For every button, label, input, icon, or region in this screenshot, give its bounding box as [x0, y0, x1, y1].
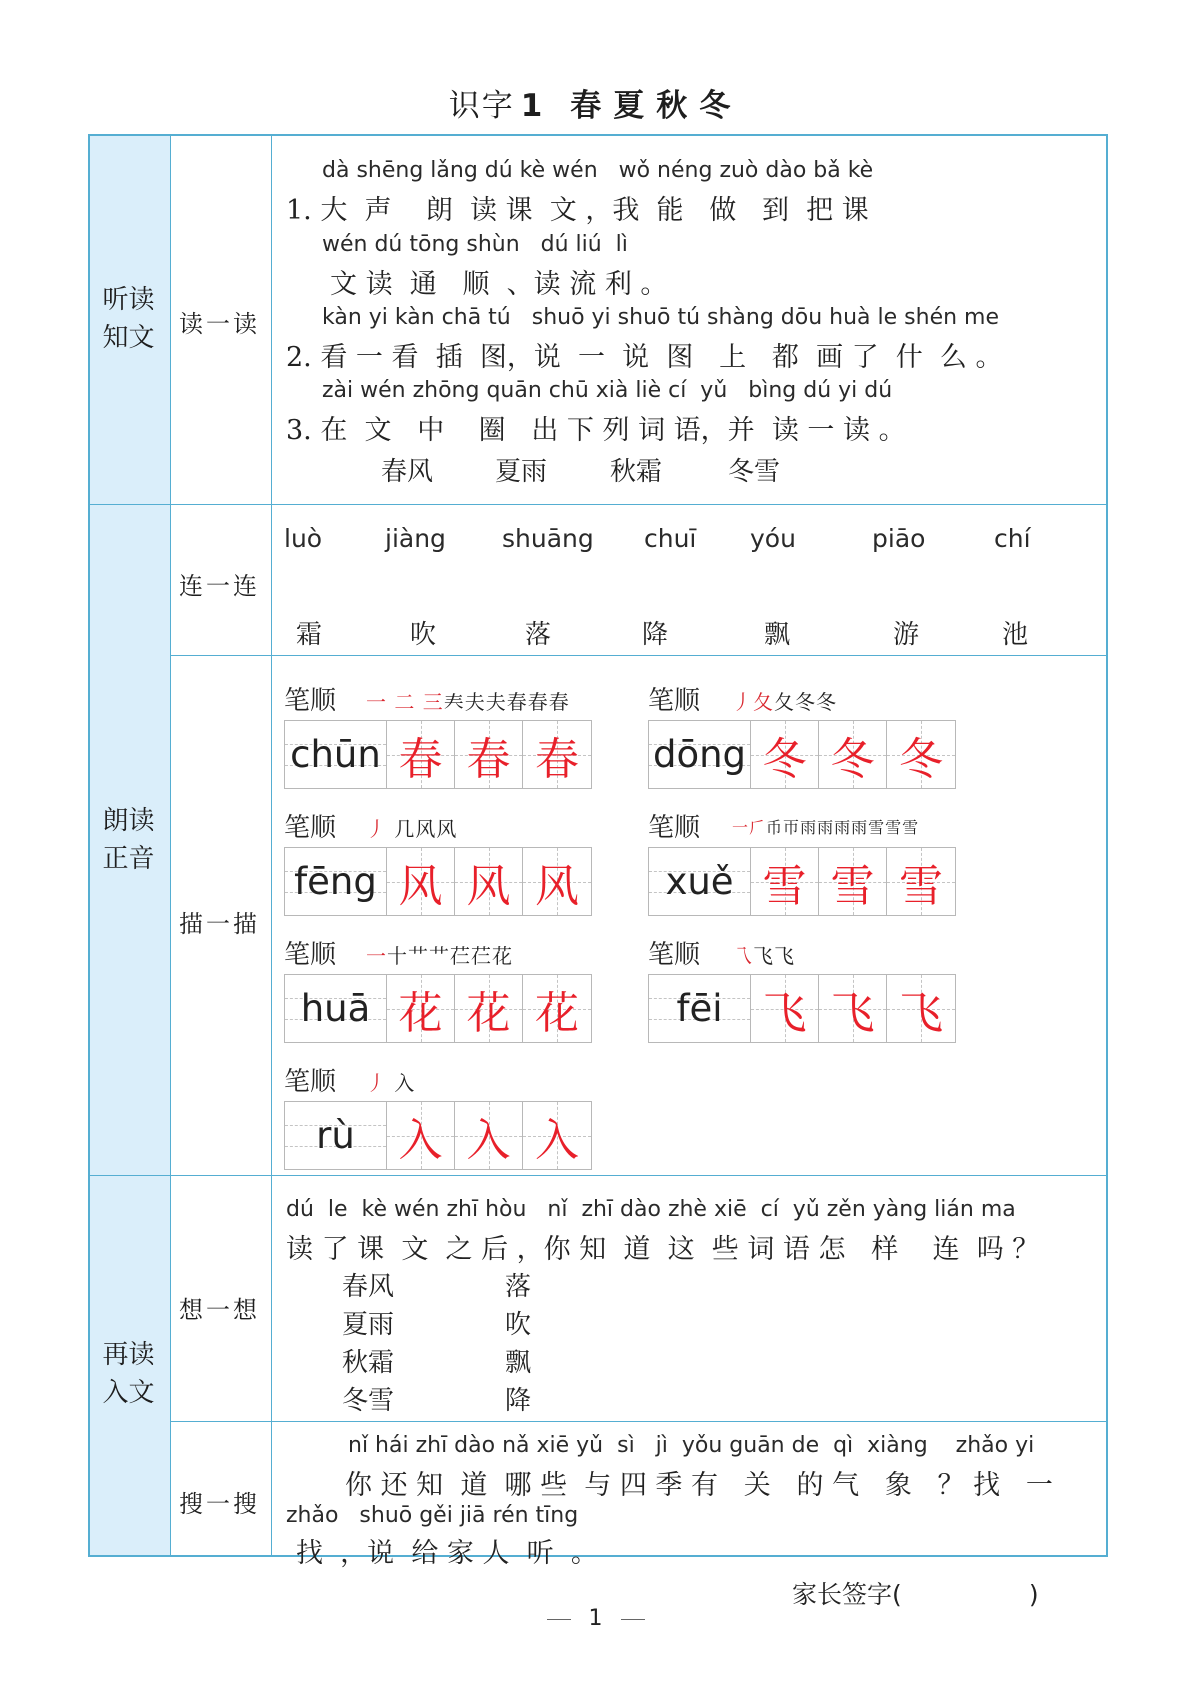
search-text-b: 找 ，说 给 家 人 听 。: [296, 1538, 598, 1569]
lesson-prefix: 识字: [448, 88, 515, 124]
pinyin-cell: fēng: [285, 848, 387, 915]
trace-cell[interactable]: 风: [387, 848, 455, 915]
think-right-word[interactable]: 飘: [505, 1348, 532, 1378]
connect-character[interactable]: 飘: [764, 620, 791, 650]
read-item1-text-a: 1. 大 声 朗 读 课 文 ，我 能 做 到 把 课: [286, 195, 869, 226]
stroke-sequence-dong: 丿夂夂冬冬: [732, 690, 837, 714]
trace-cell[interactable]: 飞: [819, 975, 887, 1042]
section-label-pronounce: 朗读 正音: [102, 806, 155, 874]
task-label-think: 想一想: [179, 1296, 260, 1324]
read-item1-pinyin-a: dà shēng lǎng dú kè wén wǒ néng zuò dào bǎ kè: [322, 158, 874, 183]
stroke-sequence-feng: 丿 几风风: [366, 817, 458, 841]
stroke-sequence-chun: 一 二 三𡗗夫夫春春春: [366, 690, 570, 714]
connect-character[interactable]: 降: [642, 620, 669, 650]
stroke-order-label: 笔顺: [284, 813, 337, 843]
connect-character[interactable]: 落: [525, 620, 552, 650]
read-item3-text: 3. 在 文 中 圈 出 下 列 词 语，并 读 一 读 。: [286, 415, 906, 446]
think-right-word[interactable]: 吹: [505, 1310, 532, 1340]
search-pinyin-b: zhǎo shuō gěi jiā rén tīng: [286, 1503, 579, 1528]
connect-pinyin[interactable]: yóu: [750, 524, 796, 553]
trace-cell[interactable]: 春: [523, 721, 591, 788]
trace-cell[interactable]: 风: [455, 848, 523, 915]
trace-cell[interactable]: 风: [523, 848, 591, 915]
search-pinyin-a: nǐ hái zhī dào nǎ xiē yǔ sì jì yǒu guān de qì xiàng zhǎo yi: [348, 1433, 1035, 1458]
trace-cell[interactable]: 入: [523, 1102, 591, 1169]
search-text-a: 你 还 知 道 哪 些 与 四 季 有 关 的 气 象 ？ 找 一: [345, 1470, 1053, 1501]
think-left-word[interactable]: 夏雨: [342, 1310, 395, 1340]
task-label-read: 读一读: [179, 310, 260, 338]
connect-character[interactable]: 吹: [410, 620, 437, 650]
pinyin-cell: rù: [285, 1102, 387, 1169]
trace-cell[interactable]: 入: [387, 1102, 455, 1169]
stroke-order-label: 笔顺: [284, 1067, 337, 1097]
writing-grid-fei: [648, 974, 956, 1043]
stroke-sequence-hua: 一十艹艹芢芢花: [366, 944, 513, 968]
trace-cell[interactable]: 雪: [887, 848, 955, 915]
task-divider: [170, 1421, 1106, 1422]
trace-cell[interactable]: 飞: [887, 975, 955, 1042]
connect-pinyin[interactable]: chí: [994, 524, 1031, 553]
read-item2-pinyin: kàn yi kàn chā tú shuō yi shuō tú shàng dōu huà le shén me: [322, 305, 1000, 330]
stroke-sequence-fei: 乁飞飞: [732, 944, 795, 968]
stroke-order-label: 笔顺: [284, 940, 337, 970]
trace-cell[interactable]: 冬: [751, 721, 819, 788]
think-left-word[interactable]: 春风: [342, 1272, 395, 1302]
writing-grid-dong: [648, 720, 956, 789]
task-label-search: 搜一搜: [179, 1490, 260, 1518]
connect-character[interactable]: 池: [1002, 620, 1029, 650]
stroke-sequence-ru: 丿 入: [366, 1071, 416, 1095]
connect-pinyin[interactable]: jiàng: [385, 524, 446, 553]
stroke-order-label: 笔顺: [648, 813, 701, 843]
read-word-1: 春风: [381, 457, 434, 487]
connect-character[interactable]: 霜: [296, 620, 323, 650]
connect-pinyin[interactable]: shuāng: [502, 524, 594, 553]
connect-pinyin[interactable]: piāo: [872, 524, 926, 553]
read-word-3: 秋霜: [610, 457, 663, 487]
connect-character[interactable]: 游: [893, 620, 920, 650]
trace-cell[interactable]: 花: [455, 975, 523, 1042]
trace-cell[interactable]: 冬: [819, 721, 887, 788]
dash-decoration: [621, 1619, 645, 1620]
column-divider: [170, 136, 171, 1555]
pinyin-cell: fēi: [649, 975, 751, 1042]
writing-grid-chun: [284, 720, 592, 789]
writing-grid-hua: [284, 974, 592, 1043]
section-divider: [90, 1175, 1106, 1176]
read-word-4: 冬雪: [728, 457, 781, 487]
think-left-word[interactable]: 冬雪: [342, 1386, 395, 1416]
trace-cell[interactable]: 春: [387, 721, 455, 788]
trace-cell[interactable]: 花: [523, 975, 591, 1042]
think-text: 读 了 课 文 之 后 ，你 知 道 这 些 词 语 怎 样 连 吗 ？: [286, 1234, 1040, 1265]
task-divider: [170, 655, 1106, 656]
think-pinyin: dú le kè wén zhī hòu nǐ zhī dào zhè xiē cí yǔ zěn yàng lián ma: [286, 1197, 1016, 1222]
read-word-2: 夏雨: [495, 457, 548, 487]
page-number: 1: [0, 1606, 1191, 1631]
read-item1-text-b: 文 读 通 顺 、读 流 利 。: [330, 269, 668, 300]
pinyin-cell: dōng: [649, 721, 751, 788]
parent-signature-field[interactable]: 家长签字( ): [792, 1580, 1039, 1609]
think-left-word[interactable]: 秋霜: [342, 1348, 395, 1378]
lesson-title: [0, 80, 1191, 125]
pinyin-cell: xuě: [649, 848, 751, 915]
section-divider: [90, 504, 1106, 505]
trace-cell[interactable]: 春: [455, 721, 523, 788]
section-label-listen: 听读 知文: [102, 285, 155, 353]
think-right-word[interactable]: 降: [505, 1386, 532, 1416]
trace-cell[interactable]: 花: [387, 975, 455, 1042]
trace-cell[interactable]: 雪: [751, 848, 819, 915]
writing-grid-ru: [284, 1101, 592, 1170]
lesson-number: 1: [520, 88, 545, 124]
stroke-order-label: 笔顺: [284, 686, 337, 716]
think-left-words: [342, 1268, 394, 1420]
pinyin-cell: chūn: [285, 721, 387, 788]
column-divider: [271, 136, 272, 1555]
task-label-trace: 描一描: [179, 910, 260, 938]
think-right-words: [505, 1268, 531, 1420]
trace-cell[interactable]: 冬: [887, 721, 955, 788]
read-item2-text: 2. 看 一 看 插 图，说 一 说 图 上 都 画 了 什 么 。: [286, 342, 1003, 373]
stroke-sequence-xue: 一𠂆币帀雨雨雨雨雪雪雪: [732, 818, 920, 837]
read-item3-pinyin: zài wén zhōng quān chū xià liè cí yǔ bìng dú yi dú: [322, 378, 893, 403]
stroke-order-label: 笔顺: [648, 686, 701, 716]
connect-pinyin[interactable]: luò: [284, 524, 323, 553]
think-right-word[interactable]: 落: [505, 1272, 532, 1302]
task-label-connect: 连一连: [179, 572, 260, 600]
stroke-order-label: 笔顺: [648, 940, 701, 970]
trace-cell[interactable]: 飞: [751, 975, 819, 1042]
trace-cell[interactable]: 雪: [819, 848, 887, 915]
section-label-reread: 再读 入文: [102, 1340, 155, 1408]
dash-decoration: [547, 1619, 571, 1620]
writing-grid-xue: [648, 847, 956, 916]
connect-pinyin[interactable]: chuī: [644, 524, 697, 553]
pinyin-cell: huā: [285, 975, 387, 1042]
read-item1-pinyin-b: wén dú tōng shùn dú liú lì: [322, 232, 628, 257]
lesson-name: 春夏秋冬: [570, 88, 743, 124]
writing-grid-feng: [284, 847, 592, 916]
trace-cell[interactable]: 入: [455, 1102, 523, 1169]
